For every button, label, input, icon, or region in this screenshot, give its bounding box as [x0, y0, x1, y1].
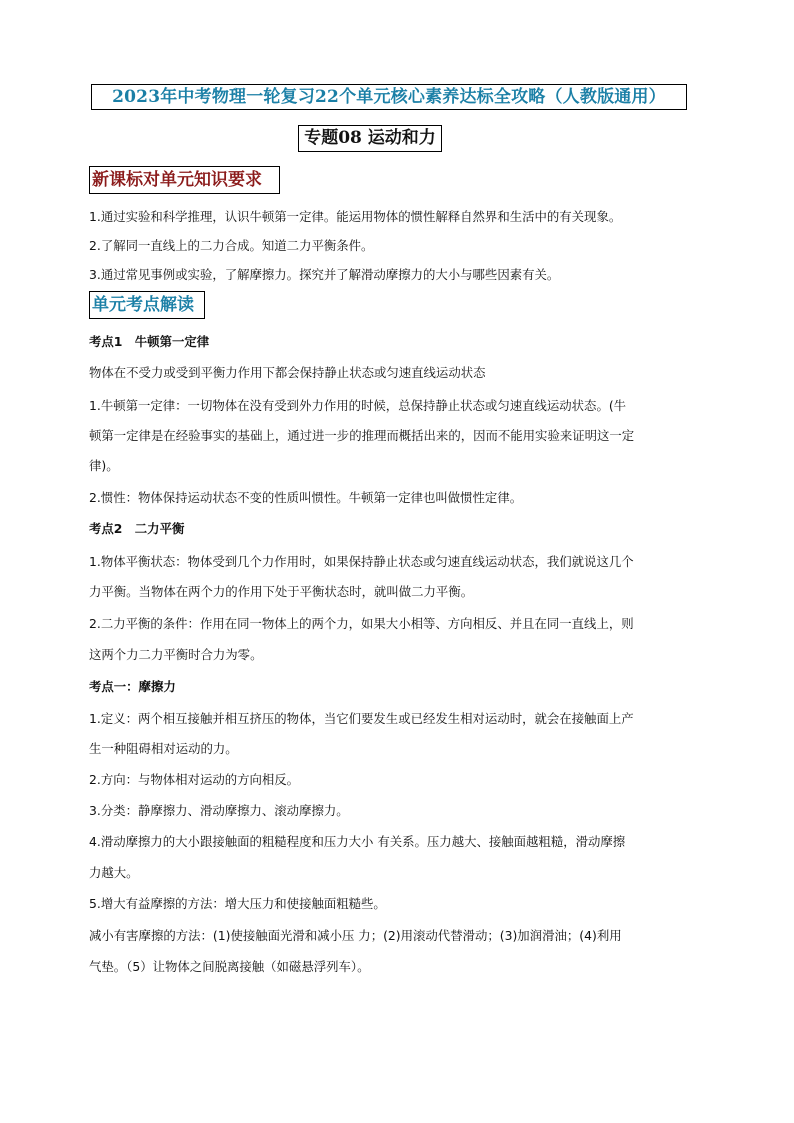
paragraph-line: 生一种阻碍相对运动的力。: [89, 741, 238, 756]
paragraph-line: 气垫。（5）让物体之间脱离接触（如磁悬浮列车）。: [89, 959, 370, 974]
curriculum-item: 2.了解同一直线上的二力合成。知道二力平衡条件。: [89, 238, 374, 253]
key-point-title: 考点2 二力平衡: [89, 521, 185, 536]
paragraph-line: 力越大。: [89, 865, 139, 880]
key-point-title: 考点一：摩擦力: [89, 679, 176, 694]
key-point-title: 考点1 牛顿第一定律: [89, 334, 210, 349]
section-heading-key-points: 单元考点解读: [89, 291, 205, 319]
section-heading-curriculum: 新课标对单元知识要求: [89, 166, 280, 194]
paragraph-line: 4.滑动摩擦力的大小跟接触面的粗糙程度和压力大小 有关系。压力越大、接触面越粗糙，滑动摩擦: [89, 834, 626, 849]
document-title: 2023年中考物理一轮复习22个单元核心素养达标全攻略（人教版通用）: [91, 84, 687, 110]
paragraph-line: 1.牛顿第一定律：一切物体在没有受到外力作用的时候，总保持静止状态或匀速直线运动状态。(牛: [89, 398, 627, 413]
paragraph-line: 2.方向：与物体相对运动的方向相反。: [89, 772, 300, 787]
paragraph-line: 2.惯性：物体保持运动状态不变的性质叫惯性。牛顿第一定律也叫做惯性定律。: [89, 490, 523, 505]
paragraph-line: 力平衡。当物体在两个力的作用下处于平衡状态时，就叫做二力平衡。: [89, 584, 474, 599]
paragraph-line: 5.增大有益摩擦的方法：增大压力和使接触面粗糙些。: [89, 896, 386, 911]
paragraph-line: 减小有害摩擦的方法：(1)使接触面光滑和减小压 力；(2)用滚动代替滑动；(3)加润滑油；(4)利用: [89, 928, 622, 943]
paragraph-line: 物体在不受力或受到平衡力作用下都会保持静止状态或匀速直线运动状态: [89, 365, 486, 380]
paragraph-line: 律)。: [89, 458, 119, 473]
paragraph-line: 3.分类：静摩擦力、滑动摩擦力、滚动摩擦力。: [89, 803, 349, 818]
paragraph-line: 1.物体平衡状态：物体受到几个力作用时，如果保持静止状态或匀速直线运动状态，我们就说这几个: [89, 554, 634, 569]
paragraph-line: 顿第一定律是在经验事实的基础上，通过进一步的推理而概括出来的，因而不能用实验来证明这一定: [89, 428, 635, 443]
paragraph-line: 这两个力二力平衡时合力为零。: [89, 647, 263, 662]
topic-title: 专题08 运动和力: [298, 125, 442, 152]
curriculum-item: 3.通过常见事例或实验，了解摩擦力。探究并了解滑动摩擦力的大小与哪些因素有关。: [89, 267, 560, 282]
curriculum-item: 1.通过实验和科学推理，认识牛顿第一定律。能运用物体的惯性解释自然界和生活中的有关现象。: [89, 209, 622, 224]
paragraph-line: 1.定义：两个相互接触并相互挤压的物体，当它们要发生或已经发生相对运动时，就会在接触面上产: [89, 711, 634, 726]
paragraph-line: 2.二力平衡的条件：作用在同一物体上的两个力，如果大小相等、方向相反、并且在同一直线上，则: [89, 616, 634, 631]
